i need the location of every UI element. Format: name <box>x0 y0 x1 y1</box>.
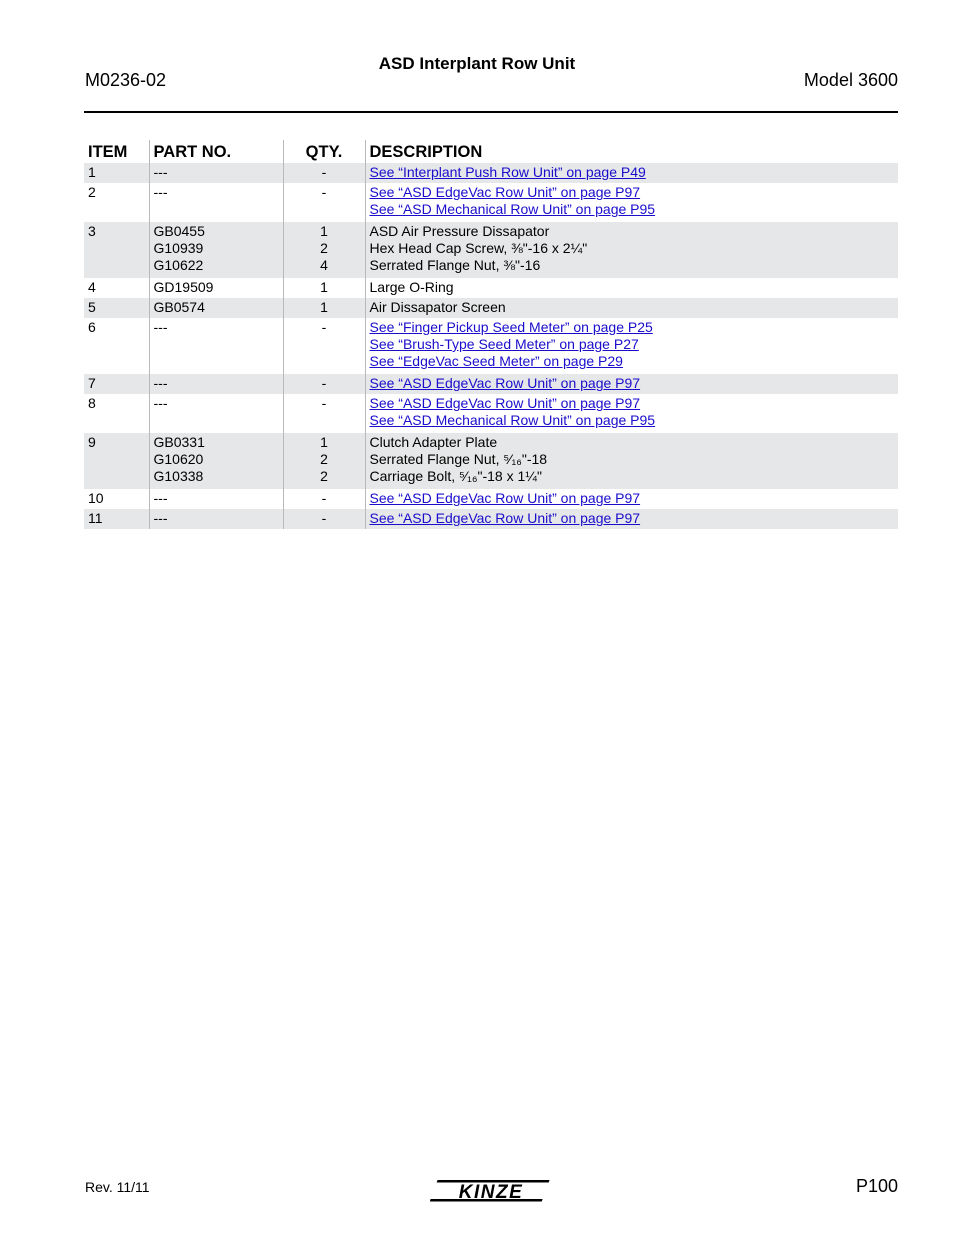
description-text: Clutch Adapter Plate <box>369 434 498 450</box>
description-cell <box>365 278 898 298</box>
table-row <box>84 394 898 433</box>
description-cell <box>365 163 898 183</box>
item-number-cell: 1 <box>84 163 149 183</box>
item-number-cell: 7 <box>84 374 149 394</box>
page-number: P100 <box>855 1176 898 1196</box>
table-row <box>84 278 898 298</box>
quantity-cell <box>283 222 365 278</box>
column-header-description: DESCRIPTION <box>365 140 898 163</box>
cross-reference-link[interactable]: See “ASD Mechanical Row Unit” on page P95 <box>369 412 656 428</box>
quantity: - <box>321 164 327 180</box>
part-number: G10620 <box>153 451 204 467</box>
quantity: 1 <box>320 279 328 295</box>
quantity: 1 <box>320 299 328 315</box>
quantity: 1 <box>320 223 328 239</box>
description-text: Air Dissapator Screen <box>369 299 506 315</box>
description-text: Large O-Ring <box>369 279 454 295</box>
description-text: Serrated Flange Nut, ⅜"-16 <box>369 257 541 273</box>
cross-reference-link[interactable]: See “ASD EdgeVac Row Unit” on page P97 <box>369 184 641 200</box>
part-number: --- <box>153 184 168 200</box>
part-number-cell <box>149 298 283 318</box>
quantity: 2 <box>320 240 328 256</box>
part-number-cell <box>149 278 283 298</box>
model-label: Model 3600 <box>803 70 898 90</box>
document-number: M0236-02 <box>85 70 167 90</box>
header-divider <box>84 111 898 113</box>
description-line <box>370 434 895 451</box>
description-line <box>370 240 895 257</box>
quantity-cell <box>283 433 365 489</box>
description-line <box>370 490 895 507</box>
description-cell <box>365 394 898 433</box>
quantity: - <box>321 490 327 506</box>
description-line <box>370 299 895 316</box>
part-number: GB0574 <box>153 299 205 315</box>
description-line <box>370 412 895 429</box>
description-cell <box>365 509 898 529</box>
description-line <box>370 468 895 485</box>
quantity-cell <box>283 298 365 318</box>
table-header-row <box>84 140 898 163</box>
part-number-cell <box>149 489 283 509</box>
part-number: G10622 <box>153 257 204 273</box>
quantity-cell <box>283 374 365 394</box>
quantity: 2 <box>320 451 328 467</box>
kinze-logo-text: KINZE <box>458 1182 524 1203</box>
description-cell <box>365 374 898 394</box>
item-number-cell: 4 <box>88 279 96 295</box>
item-number-cell: 8 <box>88 395 96 411</box>
table-row <box>84 489 898 509</box>
item-number-cell: 9 <box>84 433 149 489</box>
part-number: --- <box>153 395 168 411</box>
quantity: - <box>321 510 327 526</box>
part-number: G10338 <box>153 468 204 484</box>
item-number-cell: 3 <box>84 222 149 278</box>
description-cell <box>365 222 898 278</box>
column-header-qty: QTY. <box>283 140 365 163</box>
quantity-cell <box>283 278 365 298</box>
description-line <box>370 279 895 296</box>
description-cell <box>365 489 898 509</box>
description-cell <box>365 298 898 318</box>
description-cell <box>365 433 898 489</box>
part-number-cell <box>149 183 283 222</box>
part-number: G10939 <box>153 240 204 256</box>
part-number: GD19509 <box>153 279 214 295</box>
cross-reference-link[interactable]: See “ASD Mechanical Row Unit” on page P95 <box>369 201 656 217</box>
description-line <box>370 223 895 240</box>
part-number: GB0331 <box>153 434 205 450</box>
table-row <box>84 433 898 489</box>
description-line <box>370 451 895 468</box>
table-row <box>84 298 898 318</box>
description-text: ASD Air Pressure Dissapator <box>369 223 550 239</box>
part-number: GB0455 <box>153 223 205 239</box>
part-number-cell <box>149 318 283 374</box>
cross-reference-link[interactable]: See “Interplant Push Row Unit” on page P49 <box>369 164 646 180</box>
cross-reference-link[interactable]: See “Finger Pickup Seed Meter” on page P25 <box>369 319 653 335</box>
table-row <box>84 222 898 278</box>
quantity: 4 <box>320 257 328 273</box>
description-text: Hex Head Cap Screw, ⅜"-16 x 2¼" <box>369 240 588 256</box>
revision-label: Rev. 11/11 <box>85 1179 150 1195</box>
quantity: 2 <box>320 468 328 484</box>
parts-table <box>84 140 898 529</box>
part-number-cell <box>149 394 283 433</box>
description-line <box>370 336 895 353</box>
quantity: - <box>321 184 327 200</box>
description-line <box>370 375 895 392</box>
quantity-cell <box>283 163 365 183</box>
part-number-cell <box>149 509 283 529</box>
part-number-cell <box>149 374 283 394</box>
part-number: --- <box>153 490 168 506</box>
page-title: ASD Interplant Row Unit <box>378 54 576 73</box>
table-row <box>84 183 898 222</box>
quantity-cell <box>283 489 365 509</box>
description-text: Carriage Bolt, ⁵⁄₁₆"-18 x 1¼" <box>369 468 542 484</box>
description-cell <box>365 318 898 374</box>
part-number: --- <box>153 319 168 335</box>
column-header-item: ITEM <box>88 143 128 161</box>
quantity: - <box>321 319 327 335</box>
parts-table-body <box>84 163 898 529</box>
description-line <box>370 353 895 370</box>
part-number: --- <box>153 164 168 180</box>
cross-reference-link[interactable]: See “ASD EdgeVac Row Unit” on page P97 <box>369 375 641 391</box>
description-line <box>370 184 895 201</box>
quantity-cell <box>283 183 365 222</box>
quantity-cell <box>283 318 365 374</box>
table-row <box>84 163 898 183</box>
cross-reference-link[interactable]: See “ASD EdgeVac Row Unit” on page P97 <box>369 395 641 411</box>
description-text: Serrated Flange Nut, ⁵⁄₁₆"-18 <box>369 451 548 467</box>
part-number: --- <box>153 510 168 526</box>
item-number-cell: 11 <box>84 509 149 529</box>
cross-reference-link[interactable]: See “ASD EdgeVac Row Unit” on page P97 <box>369 490 641 506</box>
part-number-cell <box>149 222 283 278</box>
item-number-cell: 5 <box>84 298 149 318</box>
quantity-cell <box>283 509 365 529</box>
part-number: --- <box>153 375 168 391</box>
part-number-cell <box>149 163 283 183</box>
part-number-cell <box>149 433 283 489</box>
quantity-cell <box>283 394 365 433</box>
quantity: - <box>321 395 327 411</box>
cross-reference-link[interactable]: See “ASD EdgeVac Row Unit” on page P97 <box>369 510 641 526</box>
cross-reference-link[interactable]: See “Brush-Type Seed Meter” on page P27 <box>369 336 639 352</box>
quantity: 1 <box>320 434 328 450</box>
quantity: - <box>321 375 327 391</box>
description-line <box>370 510 895 527</box>
table-row <box>84 374 898 394</box>
item-number-cell: 10 <box>88 490 104 506</box>
table-row <box>84 509 898 529</box>
description-line <box>370 319 895 336</box>
column-header-part-no: PART NO. <box>149 140 283 163</box>
description-line <box>370 257 895 274</box>
description-cell <box>365 183 898 222</box>
description-line <box>370 201 895 218</box>
item-number-cell: 6 <box>88 319 96 335</box>
table-row <box>84 318 898 374</box>
cross-reference-link[interactable]: See “EdgeVac Seed Meter” on page P29 <box>369 353 623 369</box>
description-line <box>370 164 895 181</box>
item-number-cell: 2 <box>88 184 96 200</box>
kinze-logo <box>430 1176 552 1206</box>
description-line <box>370 395 895 412</box>
